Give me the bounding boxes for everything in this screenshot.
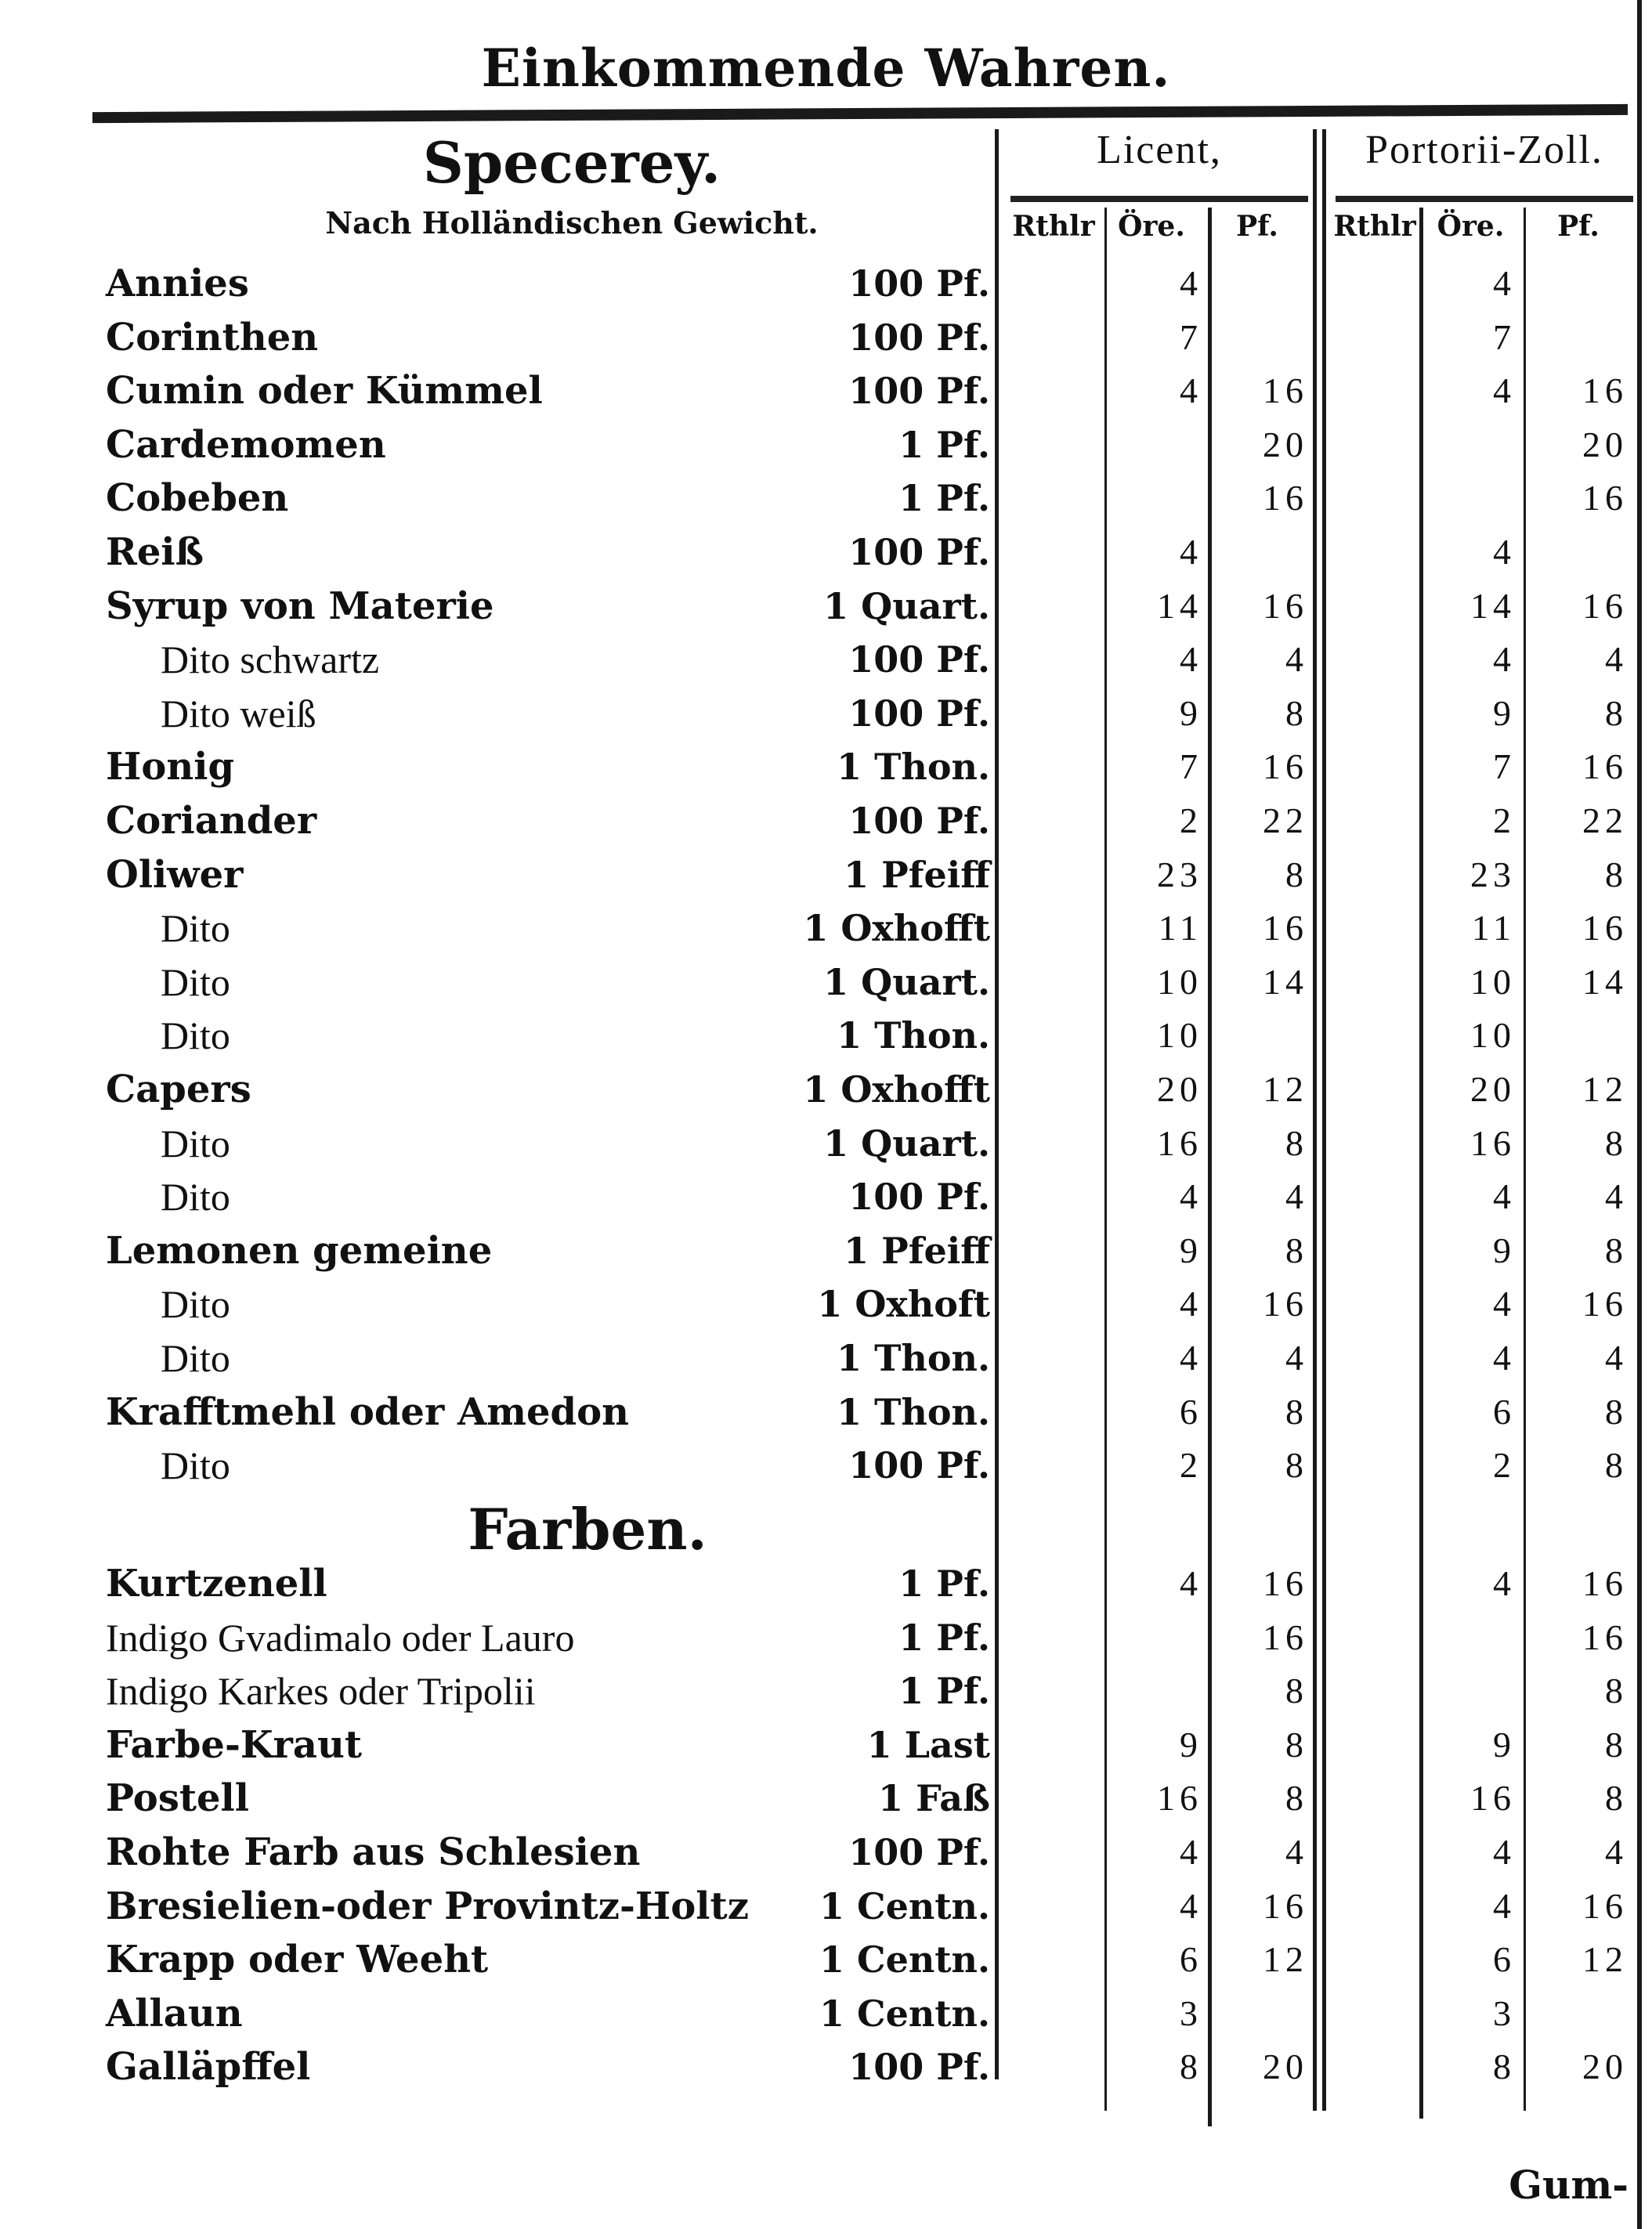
portorii-pf: 8 [1605,1122,1628,1163]
item-unit: 1 Pf. [898,1616,990,1659]
licent-ore: 7 [1180,746,1202,787]
item-name: Cumin oder Kümmel [106,369,543,414]
item-unit: 100 Pf. [848,531,990,573]
item-unit: 100 Pf. [848,1176,990,1219]
item-name: Dito [161,1013,230,1058]
licent-pf: 8 [1285,1778,1308,1819]
portorii-pf: 8 [1605,854,1628,894]
portorii-pf: 8 [1605,1445,1628,1486]
licent-pf: 14 [1263,961,1308,1002]
item-name: Dito [161,1443,230,1488]
portorii-ore: 20 [1470,1069,1516,1109]
item-unit: 100 Pf. [848,638,990,681]
table-row [0,1987,1652,2040]
licent-ore: 2 [1180,1445,1202,1486]
item-unit: 1 Pf. [898,477,990,520]
portorii-pf: 16 [1582,1284,1628,1324]
licent-ore: 4 [1180,532,1202,572]
portorii-ore: 2 [1493,1445,1516,1486]
portorii-ore: 4 [1493,532,1516,572]
section-title-farben: Farben. [468,1496,707,1562]
table-row [0,1385,1652,1439]
table-row [0,418,1652,471]
table-row [0,740,1652,793]
licent-pf: 8 [1285,854,1308,894]
licent-ore: 10 [1157,961,1202,1002]
table-row [0,1331,1652,1385]
licent-pf: 8 [1285,1391,1308,1432]
portorii-pf: 14 [1582,961,1628,1002]
licent-ore: 4 [1180,1885,1202,1926]
licent-ore: 6 [1180,1391,1202,1432]
item-unit: 1 Centn. [819,1938,990,1982]
licent-pf: 8 [1285,1122,1308,1163]
licent-pf: 8 [1285,1724,1308,1765]
licent-ore: 11 [1158,908,1202,948]
item-name: Bresielien-oder Provintz-Holtz [106,1884,749,1928]
portorii-pf: 4 [1605,639,1628,680]
licent-ore: 4 [1180,263,1202,303]
item-name: Indigo Karkes oder Tripolii [106,1669,536,1714]
portorii-ore: 4 [1493,1563,1516,1603]
licent-pf: 8 [1285,1445,1308,1486]
licent-ore: 4 [1180,639,1202,680]
item-name: Krapp oder Weeht [106,1938,489,1982]
portorii-pf-head: Pf. [1557,210,1600,243]
table-row [0,901,1652,955]
portorii-ore: 4 [1493,263,1516,303]
licent-pf: 16 [1263,370,1308,411]
portorii-ore: 23 [1470,854,1516,894]
portorii-pf: 16 [1582,746,1628,787]
item-name: Honig [106,745,235,789]
licent-pf: 8 [1285,692,1308,733]
item-unit: 1 Quart. [823,960,990,1003]
licent-pf: 12 [1263,1939,1308,1980]
portorii-ore: 9 [1493,1230,1516,1270]
portorii-pf: 16 [1582,1563,1628,1603]
licent-pf: 12 [1263,1069,1308,1109]
portorii-ore: 9 [1493,692,1516,733]
table-row [0,1009,1652,1062]
catchword: Gum- [1509,2162,1629,2208]
item-name: Indigo Gvadimalo oder Lauro [106,1615,575,1660]
licent-ore: 9 [1180,1724,1202,1765]
portorii-pf: 8 [1605,1724,1628,1765]
item-name: Cardemomen [106,422,386,467]
licent-pf: 4 [1285,1832,1308,1872]
table-row [0,1664,1652,1718]
table-row [0,580,1652,633]
portorii-ore: 7 [1493,746,1516,787]
table-row [0,956,1652,1009]
item-unit: 1 Centn. [819,1884,990,1927]
item-unit: 1 Pf. [898,1562,990,1605]
portorii-pf: 16 [1582,1885,1628,1926]
table-row [0,1117,1652,1170]
portorii-pf: 8 [1605,1391,1628,1432]
item-unit: 1 Thon. [837,746,990,789]
item-name: Dito [161,959,230,1004]
portorii-pf: 16 [1582,370,1628,411]
item-unit: 100 Pf. [848,2046,990,2089]
title-rule [92,104,1628,123]
licent-ore: 4 [1180,1338,1202,1378]
table-row [0,526,1652,579]
table-row [0,1826,1652,1879]
licent-ore: 3 [1180,1992,1202,2033]
item-name: Cobeben [106,476,289,521]
licent-ore: 20 [1157,1069,1202,1109]
licent-pf: 20 [1263,424,1308,464]
licent-pf: 4 [1285,639,1308,680]
item-name: Corinthen [106,315,319,359]
table-row [0,1933,1652,1986]
table-row [0,1277,1652,1331]
licent-ore: 4 [1180,1176,1202,1217]
licent-ore: 14 [1157,585,1202,626]
item-name: Dito [161,1336,230,1380]
portorii-ore: 4 [1493,1338,1516,1378]
licent-header: Licent, [1097,128,1222,172]
item-unit: 1 Quart. [823,1122,990,1165]
licent-pf: 4 [1285,1338,1308,1378]
licent-ore: 8 [1180,2047,1202,2087]
portorii-pf: 4 [1605,1338,1628,1378]
portorii-pf: 16 [1582,1617,1628,1657]
table-row [0,364,1652,417]
item-unit: 100 Pf. [848,370,990,413]
item-name: Krafftmehl oder Amedon [106,1389,630,1434]
table-row [0,1224,1652,1277]
item-unit: 1 Oxhofft [803,907,990,950]
portorii-pf: 8 [1605,1778,1628,1819]
table-row [0,1718,1652,1772]
portorii-pf: 20 [1582,424,1628,464]
item-unit: 100 Pf. [848,1444,990,1487]
item-unit: 1 Centn. [819,1992,990,2035]
licent-pf: 16 [1263,1885,1308,1926]
licent-ore: 6 [1180,1939,1202,1980]
item-unit: 1 Pfeiff [844,853,990,896]
table-row [0,633,1652,686]
licent-pf-head: Pf. [1236,210,1278,243]
table-row [0,2040,1652,2094]
item-unit: 100 Pf. [848,800,990,842]
portorii-pf: 22 [1582,800,1628,840]
item-name: Galläpffel [106,2045,311,2090]
item-unit: 1 Quart. [823,584,990,627]
portorii-pf: 16 [1582,585,1628,626]
portorii-pf: 4 [1605,1832,1628,1872]
portorii-pf: 12 [1582,1939,1628,1980]
item-name: Allaun [106,1991,243,2036]
portorii-ore: 9 [1493,1724,1516,1765]
item-name: Annies [106,262,249,305]
item-name: Lemonen gemeine [106,1228,493,1273]
item-name: Dito [161,1121,230,1165]
licent-ore-head: Öre. [1118,210,1185,243]
table-row [0,1611,1652,1664]
table-row [0,1170,1652,1223]
item-name: Oliwer [106,852,244,897]
portorii-pf: 20 [1582,2047,1628,2087]
table-row [0,1439,1652,1492]
portorii-ore: 8 [1493,2047,1516,2087]
item-name: Coriander [106,799,317,843]
table-row [0,687,1652,740]
item-unit: 1 Thon. [837,1390,990,1433]
licent-ore: 9 [1180,1230,1202,1270]
item-unit: 100 Pf. [848,316,990,359]
item-unit: 100 Pf. [848,692,990,735]
item-name: Dito [161,1282,230,1327]
licent-ore: 7 [1180,316,1202,357]
portorii-ore: 2 [1493,800,1516,840]
licent-ore: 2 [1180,800,1202,840]
portorii-ore: 4 [1493,1284,1516,1324]
portorii-header-rule [1336,196,1633,202]
licent-pf: 22 [1263,800,1308,840]
item-name: Kurtzenell [106,1562,327,1606]
licent-ore: 4 [1180,1284,1202,1324]
licent-pf: 16 [1263,908,1308,948]
portorii-pf: 8 [1605,1230,1628,1270]
licent-pf: 4 [1285,1176,1308,1217]
portorii-pf: 12 [1582,1069,1628,1109]
portorii-ore-head: Öre. [1437,210,1505,243]
portorii-ore: 6 [1493,1939,1516,1980]
licent-pf: 16 [1263,585,1308,626]
item-unit: 1 Faß [878,1777,990,1820]
table-row [0,1880,1652,1933]
portorii-ore: 16 [1470,1778,1516,1819]
portorii-header: Portorii-Zoll. [1365,128,1603,172]
portorii-pf: 4 [1605,1176,1628,1217]
portorii-ore: 4 [1493,1885,1516,1926]
table-row [0,311,1652,364]
table-row [0,1063,1652,1116]
item-unit: 1 Pfeiff [844,1229,990,1272]
portorii-ore: 4 [1493,1176,1516,1217]
portorii-ore: 4 [1493,1832,1516,1872]
item-name: Reiß [106,530,204,574]
licent-pf: 16 [1263,1617,1308,1657]
portorii-ore: 7 [1493,316,1516,357]
portorii-rthlr-head: Rthlr [1333,210,1416,243]
licent-ore: 16 [1157,1122,1202,1163]
portorii-ore: 3 [1493,1992,1516,2033]
portorii-ore: 14 [1470,585,1516,626]
item-unit: 1 Oxhofft [803,1068,990,1111]
licent-ore: 4 [1180,1563,1202,1603]
licent-pf: 20 [1263,2047,1308,2087]
item-unit: 100 Pf. [848,262,990,305]
item-unit: 1 Pf. [898,423,990,466]
item-name: Syrup von Materie [106,583,494,628]
licent-pf: 16 [1263,1563,1308,1603]
item-name: Postell [106,1776,250,1821]
portorii-pf: 16 [1582,478,1628,518]
portorii-ore: 10 [1470,961,1516,1002]
licent-pf: 16 [1263,1284,1308,1324]
item-unit: 1 Pf. [898,1670,990,1713]
item-unit: 100 Pf. [848,1831,990,1873]
portorii-ore: 16 [1470,1122,1516,1163]
table-row [0,848,1652,901]
licent-pf: 8 [1285,1671,1308,1711]
section-title-specerey: Specerey. [422,129,721,196]
table-row [0,257,1652,310]
licent-ore: 4 [1180,1832,1202,1872]
table-row [0,1772,1652,1825]
portorii-pf: 16 [1582,908,1628,948]
portorii-ore: 6 [1493,1391,1516,1432]
item-unit: 1 Last [866,1723,990,1766]
weight-subtitle: Nach Holländischen Gewicht. [325,205,819,240]
licent-ore: 9 [1180,692,1202,733]
item-name: Dito [161,1175,230,1219]
table-row [0,1557,1652,1610]
item-name: Farbe-Kraut [106,1722,363,1767]
licent-rthlr-head: Rthlr [1012,210,1095,243]
portorii-ore: 11 [1471,908,1516,948]
item-name: Dito [161,906,230,951]
item-name: Rohte Farb aus Schlesien [106,1830,641,1874]
licent-pf: 16 [1263,478,1308,518]
licent-pf: 8 [1285,1230,1308,1270]
portorii-ore: 10 [1470,1015,1516,1056]
item-name: Dito weiß [161,691,316,735]
table-row [0,471,1652,525]
licent-ore: 16 [1157,1778,1202,1819]
portorii-ore: 4 [1493,639,1516,680]
item-unit: 1 Thon. [837,1337,990,1379]
licent-pf: 16 [1263,746,1308,787]
portorii-ore: 4 [1493,370,1516,411]
licent-ore: 23 [1157,854,1202,894]
item-unit: 1 Thon. [837,1014,990,1057]
licent-ore: 10 [1157,1015,1202,1056]
item-name: Capers [106,1068,251,1111]
licent-header-rule [1010,196,1308,202]
licent-ore: 4 [1180,370,1202,411]
portorii-pf: 8 [1605,692,1628,733]
portorii-pf: 8 [1605,1671,1628,1711]
table-row [0,794,1652,847]
item-name: Dito schwartz [161,638,380,682]
page-title: Einkommende Wahren. [481,38,1171,99]
item-unit: 1 Oxhoft [817,1283,990,1326]
